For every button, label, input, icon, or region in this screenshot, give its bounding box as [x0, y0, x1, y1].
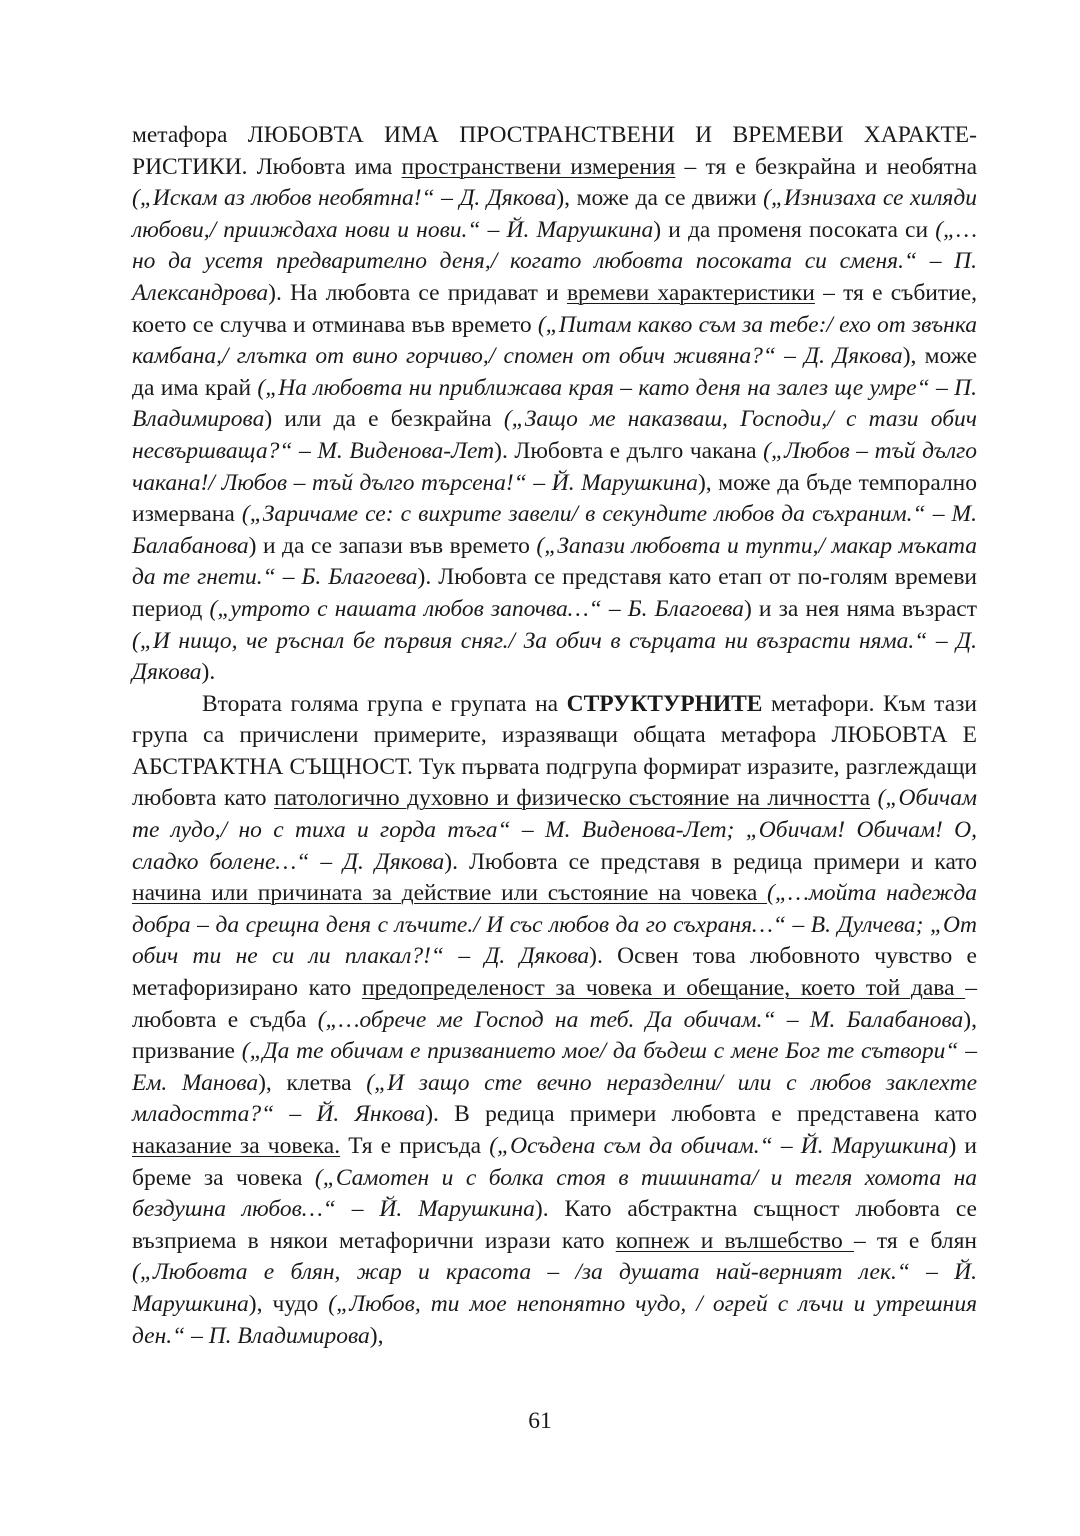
quotation: („Самотен и с болка стоя в тишината/ и тегля хомота на бездушна любов…“ – Й. Марушкина: [132, 1164, 977, 1223]
text-run: ), може да има край: [132, 343, 978, 401]
text-run: ) и да се запази във времето: [248, 532, 537, 559]
underlined-term: времеви характеристики: [566, 279, 815, 306]
paragraph: [132, 689, 977, 1352]
text-run: ). На любовта се придават и: [268, 279, 567, 306]
text-run: ) и да променя посоката си: [653, 216, 936, 243]
quotation: („Любов, ти мое непонятно чудо, / огрей с лъчи и утрешния ден.“ – П. Владимирова: [132, 1290, 977, 1349]
quotation: („Защо ме наказваш, Господи,/ с тази обич несвършваща?“ – М. Виденова-Лет: [132, 406, 977, 464]
text-run: ). Освен това любовното чувство е метафоризирано като: [132, 943, 977, 1002]
text-run: ) или да е безкрайна: [264, 406, 504, 433]
text-run: ). Любовта е дълго чакана: [494, 437, 764, 464]
quotation: („Искам аз любов необятна!“ – Д. Дякова: [132, 185, 557, 212]
text-run: – тя е събитие, което се случва и отминава във времето: [132, 279, 977, 338]
underlined-term: копнеж и вълшебство: [615, 1227, 854, 1254]
text-run: ),: [369, 1322, 384, 1349]
underlined-term: наказание за човека.: [132, 1133, 341, 1159]
text-run: ). Любовта се представя като етап от по-голям времеви период: [132, 564, 977, 622]
text-run: Втората голяма група е групата на: [202, 690, 567, 717]
text-run: метафори. Към тази група са причислени примерите, изразяващи общата метафора ЛЮБОВТА Е АБСТРАКТНА СЪЩНОСТ. Тук първата подгрупа формират изразите, разглеждащи любовта като: [132, 690, 977, 812]
page-text: [132, 120, 977, 1352]
text-run: метафора ЛЮБОВТА ИМА ПРОСТРАНСТВЕНИ И ВРЕМЕВИ ХАРАКТЕРИСТИКИ. Любовта има: [132, 122, 977, 180]
quotation: („Запази любовта и тупти,/ макар мъката да те гнети.“ – Б. Благоева: [132, 532, 977, 591]
text-run: ). Любовта се представя в редица примери и като: [444, 848, 977, 875]
underlined-term: патологично духовно и физическо състояние на личността: [274, 785, 871, 812]
quotation: („И защо сте вечно неразделни/ или с любов заклехте младостта?“ – Й. Янкова: [132, 1069, 978, 1128]
quotation: („Да те обичам е призванието мое/ да бъдеш с мене Бог те сътвори“ – Ем. Манова: [132, 1038, 977, 1096]
underlined-term: пространствени измерения: [401, 153, 676, 180]
quotation: („…мойта надежда добра – да срещна деня с лъчите./ И със любов да го съхраня…“ – В. Дулчева; „От обич ти не си ли плакал?!“ – Д. Дякова: [132, 880, 977, 970]
text-run: [870, 785, 877, 811]
text-run: ), чудо: [248, 1290, 329, 1317]
text-run: – любовта е съдба: [132, 975, 977, 1033]
text-run: ), клетва: [258, 1069, 367, 1096]
bold-term: СТРУКТУРНИТЕ: [566, 690, 763, 717]
text-run: ). Като абстрактна същност любовта се възприема в някои метафорични изрази като: [132, 1196, 977, 1254]
quotation: („Питам какво съм за тебе:/ ехо от звънка камбана,/ глътка от вино горчиво,/ спомен от обич живяна?“ – Д. Дякова: [132, 311, 977, 370]
quotation: („Заричаме се: с вихрите завели/ в секундите любов да съхраним.“ – М. Балабанова: [132, 501, 977, 559]
quotation: („…но да усетя предварително деня,/ когато любовта посоката си сменя.“ – П. Александрова: [132, 216, 977, 306]
quotation: („Обичам те лудо,/ но с тиха и горда тъга“ – М. Виденова-Лет; „Обичам! Обичам! О, сладко болене…“ – Д. Дякова: [132, 785, 977, 875]
text-run: ). В редица примери любовта е представена като: [425, 1101, 978, 1128]
quotation: („Изнизаха се хиляди любови,/ прииждаха нови и нови.“ – Й. Марушкина: [132, 185, 977, 243]
paragraph: [132, 120, 977, 689]
underlined-term: начина или причината за действие или състояние на човека: [132, 880, 768, 907]
text-run: ), може да се движи: [556, 185, 764, 212]
text-run: ), може да бъде темпорално измервана: [132, 469, 978, 528]
text-run: – тя е блян: [853, 1227, 977, 1254]
quotation: („Любовта е блян, жар и красота – /за душата най-верният лек.“ – Й. Марушкина: [132, 1259, 977, 1317]
quotation: („Осъдена съм да обичам.“ – Й. Марушкина: [489, 1133, 949, 1159]
quotation: („…обрече ме Господ на теб. Да обичам.“ – М. Балабанова: [317, 1006, 964, 1033]
quotation: („На любовта ни приближава края – като деня на залез ще умре“ – П. Владимирова: [132, 374, 977, 433]
text-run: ), призвание: [132, 1006, 977, 1065]
underlined-term: предопределеност за човека и обещание, което той дава: [361, 975, 966, 1002]
quotation: („утрото с нашата любов започва…“ – Б. Благоева: [209, 595, 744, 622]
text-run: ) и бреме за човека: [132, 1133, 977, 1191]
quotation: („И нищо, че ръснал бе първия сняг./ За обич в сърцата ни възрасти няма.“ – Д. Дякова: [132, 627, 977, 686]
text-run: ).: [201, 659, 216, 686]
page-number: 61: [528, 1408, 552, 1434]
quotation: („Любов – тъй дълго чакана!/ Любов – тъй дълго търсена!“ – Й. Марушкина: [132, 437, 978, 496]
text-run: ) и за нея няма възраст: [743, 595, 977, 622]
text-run: – тя е безкрайна и необятна: [675, 153, 977, 180]
text-run: Тя е присъда: [340, 1133, 490, 1159]
